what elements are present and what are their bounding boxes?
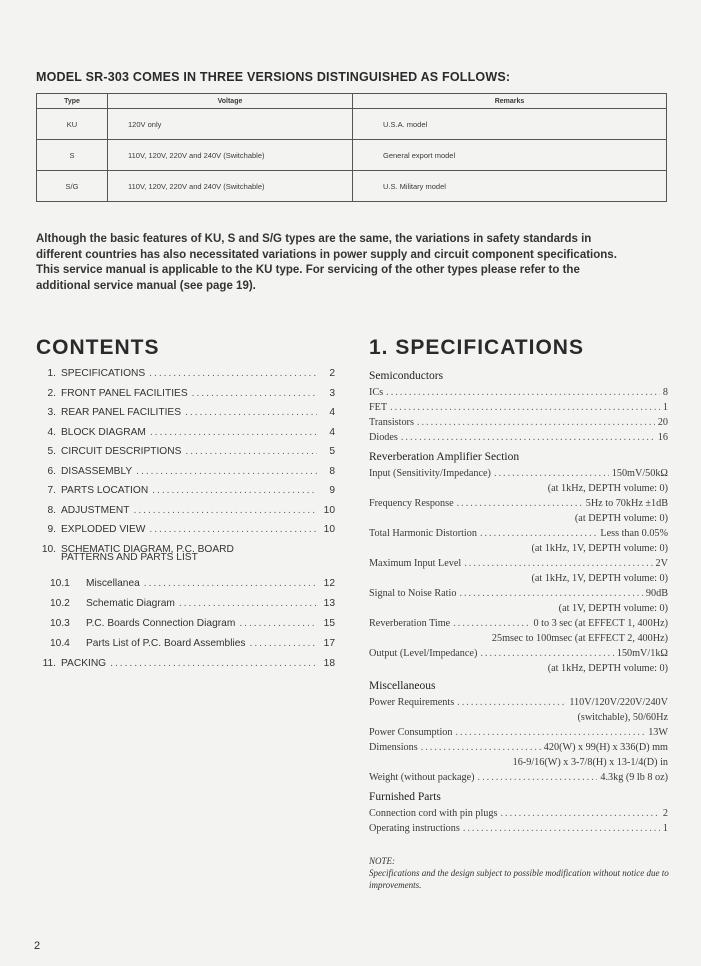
spec-condition: (at DEPTH volume: 0) [574,513,668,524]
section-heading: Furnished Parts [369,791,441,803]
list-item[interactable]: 10.1 Miscellanea ..... 12 [40,578,335,598]
spec-row: Maximum Input Level ..... 2V [369,558,668,573]
list-item[interactable]: 5. CIRCUIT DESCRIPTIONS ..... 5 [40,446,335,466]
spec-row: FET ..... 1 [369,402,668,417]
table-cell: General export model [353,140,667,171]
contents-list [40,368,335,677]
section-heading: Semiconductors [369,370,444,382]
table-row [37,109,667,140]
spec-row: Transistors ..... 20 [369,417,668,432]
table-header: Remarks [353,94,667,109]
table-cell: 110V, 120V, 220V and 240V (Switchable) [108,171,353,202]
specifications-title: 1. SPECIFICATIONS [369,336,584,359]
table-cell: KU [37,109,108,140]
spec-row: Weight (without package) ..... 4.3kg (9 lb 8 oz) [369,772,668,787]
list-item[interactable]: 2. FRONT PANEL FACILITIES ..... 3 [40,388,335,408]
spec-row: Total Harmonic Distortion ..... Less than 0.05% [369,528,668,543]
table-row [37,140,667,171]
list-item[interactable]: 3. REAR PANEL FACILITIES ..... 4 [40,407,335,427]
note-block [369,855,674,891]
note-text: Specifications and the design subject to possible modification without notice due to improvements. [369,868,669,890]
spec-condition: (at 1kHz, 1V, DEPTH volume: 0) [531,543,668,554]
spec-row: Diodes ..... 16 [369,432,668,447]
section-heading: Reverberation Amplifier Section [369,451,520,463]
spec-condition: 16-9/16(W) x 3-7/8(H) x 13-1/4(D) in [512,757,668,768]
spec-condition: (switchable), 50/60Hz [577,712,668,723]
list-item[interactable]: 4. BLOCK DIAGRAM ..... 4 [40,427,335,447]
spec-row: Frequency Response ..... 5Hz to 70kHz ±1dB [369,498,668,513]
list-item[interactable]: 1. SPECIFICATIONS ..... 2 [40,368,335,388]
spec-row: Signal to Noise Ratio ..... 90dB [369,588,668,603]
table-cell: U.S. Military model [353,171,667,202]
spec-condition: (at 1kHz, DEPTH volume: 0) [547,663,668,674]
spec-condition: 25msec to 100msec (at EFFECT 2, 400Hz) [491,633,668,644]
spec-row: Connection cord with pin plugs ..... 2 [369,808,668,823]
versions-table [36,93,667,202]
table-cell: S/G [37,171,108,202]
page-number: 2 [34,940,41,952]
spec-row: Input (Sensitivity/Impedance) ..... 150mV/50kΩ [369,468,668,483]
spec-condition: (at 1kHz, 1V, DEPTH volume: 0) [531,573,668,584]
table-row [37,171,667,202]
spec-row: Power Consumption ..... 13W [369,727,668,742]
spec-condition: (at 1kHz, DEPTH volume: 0) [547,483,668,494]
table-cell: 120V only [108,109,353,140]
contents-title: CONTENTS [36,336,160,359]
specifications-list [369,368,668,838]
spec-condition: (at 1V, DEPTH volume: 0) [558,603,668,614]
spec-row: Operating instructions ..... 1 [369,823,668,838]
table-header: Type [37,94,108,109]
list-item[interactable]: 9. EXPLODED VIEW ..... 10 [40,524,335,544]
intro-paragraph: Although the basic features of KU, S and S/G types are the same, the variations in safety standards in different countries has also necessitated variations in power supply and circuit component specifications. [36,233,617,261]
list-item[interactable]: 6. DISASSEMBLY ..... 8 [40,466,335,486]
spec-row: Power Requirements ..... 110V/120V/220V/240V [369,697,668,712]
list-item[interactable]: 10.3 P.C. Boards Connection Diagram ..... 15 [40,618,335,638]
spec-row: ICs ..... 8 [369,387,668,402]
note-title: NOTE: [369,856,396,866]
list-item[interactable]: 8. ADJUSTMENT ..... 10 [40,505,335,525]
spec-row: Output (Level/Impedance) ..... 150mV/1kΩ [369,648,668,663]
list-item[interactable]: 10.2 Schematic Diagram ..... 13 [40,598,335,618]
intro-paragraph: This service manual is applicable to the KU type. For servicing of the other types please refer to the additional service manual (see page 19). [36,264,580,292]
table-header: Voltage [108,94,353,109]
versions-heading: MODEL SR-303 COMES IN THREE VERSIONS DISTINGUISHED AS FOLLOWS: [36,70,511,84]
table-header-row [37,94,667,109]
intro-text [36,232,636,294]
section-heading: Miscellaneous [369,680,436,692]
list-item[interactable]: 11. PACKING ..... 18 [40,658,335,678]
table-cell: 110V, 120V, 220V and 240V (Switchable) [108,140,353,171]
table-cell: U.S.A. model [353,109,667,140]
spec-row: Dimensions ..... 420(W) x 99(H) x 336(D) mm [369,742,668,757]
spec-row: Reverberation Time ..... 0 to 3 sec (at EFFECT 1, 400Hz) [369,618,668,633]
list-item[interactable]: 10. SCHEMATIC DIAGRAM, P.C. BOARD [41,543,234,555]
list-item-continuation: PATTERNS AND PARTS LIST [61,551,198,563]
table-cell: S [37,140,108,171]
list-item[interactable]: 10.4 Parts List of P.C. Board Assemblies ..... 17 [40,638,335,658]
list-item[interactable]: 7. PARTS LOCATION ..... 9 [40,485,335,505]
